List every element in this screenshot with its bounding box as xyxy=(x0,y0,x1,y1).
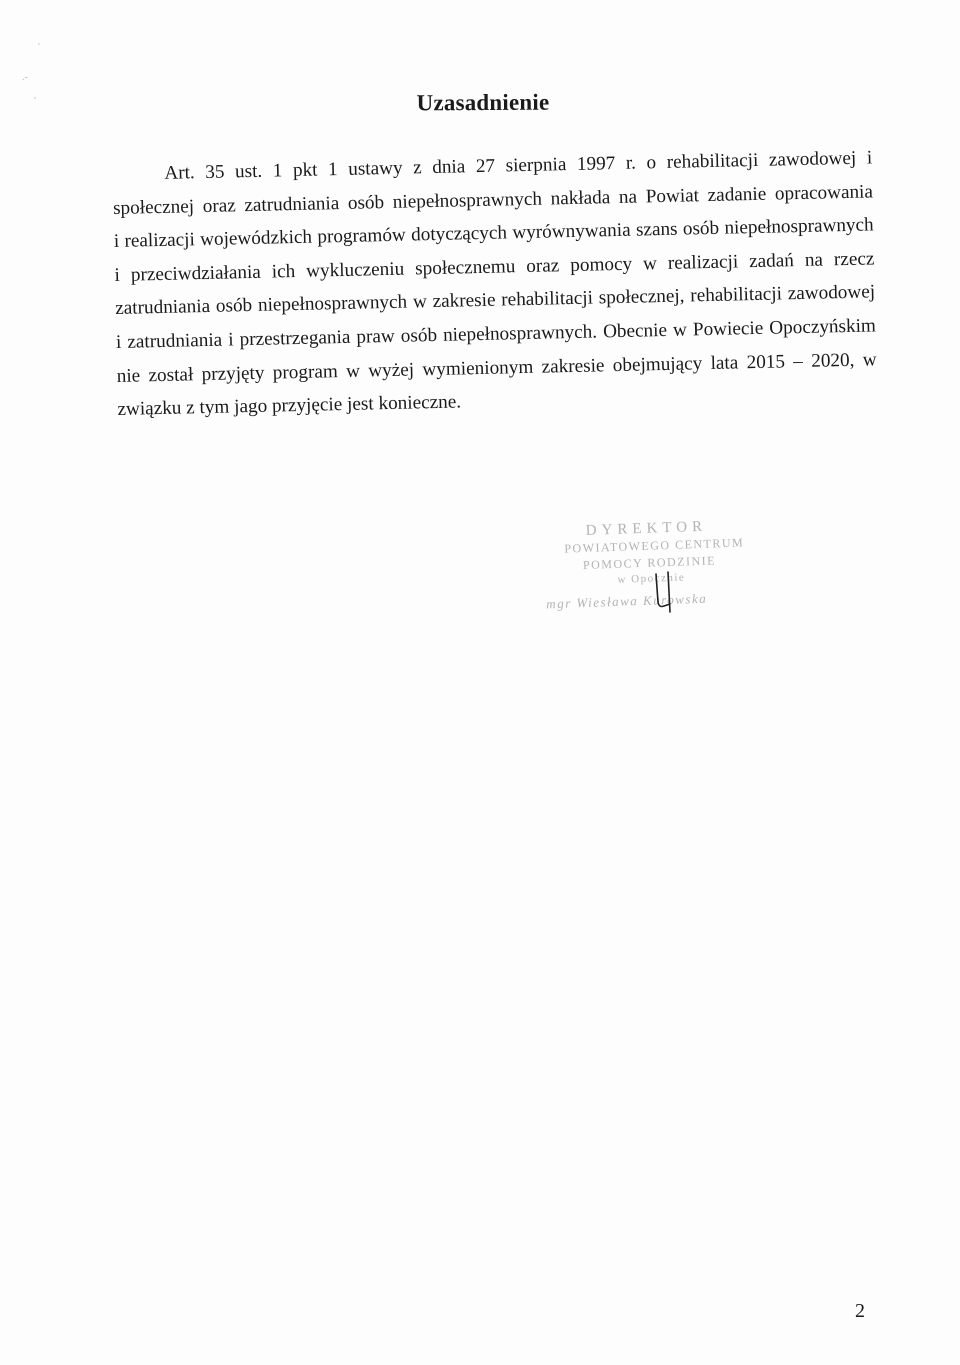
stamp-line-name: mgr Wiesława Kurowska xyxy=(546,590,708,612)
page-number: 2 xyxy=(855,1300,865,1322)
paragraph-line-5: zatrudniania osób niepełnosprawnych w zakresie rehabilitacji społecznej, rehabilitacji zawodowej xyxy=(115,281,876,320)
paragraph-line-4: i przeciwdziałania ich wykluczeniu społecznemu oraz pomocy w realizacji zadań na rzecz xyxy=(114,248,875,286)
document-title: Uzasadnienie xyxy=(416,89,550,116)
paragraph-line-3: i realizacji wojewódzkich programów dotyczących wyrównywania szans osób niepełnosprawnych xyxy=(113,214,874,253)
signature-mark-icon xyxy=(644,568,684,618)
paragraph-line-1: Art. 35 ust. 1 pkt 1 ustawy z dnia 27 sierpnia 1997 r. o rehabilitacji zawodowej i xyxy=(164,147,873,184)
stamp-line-institution: POWIATOWEGO CENTRUM xyxy=(564,535,745,556)
paragraph-line-6: i zatrudniania i przestrzegania praw osób niepełnosprawnych. Obecnie w Powiecie Opoczyńskim xyxy=(115,315,877,353)
paragraph-line-7: nie został przyjęty program w wyżej wymienionym zakresie obejmujący lata 2015 – 2020, w xyxy=(116,348,877,387)
handwritten-signature xyxy=(644,568,684,618)
justification-paragraph xyxy=(112,141,878,426)
paragraph-line-8: związku z tym jago przyjęcie jest konieczne. xyxy=(117,391,462,421)
stamp-line-location: w Opocznie xyxy=(617,571,686,586)
paragraph-line-2: społecznej oraz zatrudniania osób niepełnosprawnych nakłada na Powiat zadanie opracowania xyxy=(112,181,874,219)
scan-speck-3: ' xyxy=(34,96,36,107)
scan-speck-2: .- xyxy=(22,72,28,83)
scan-speck-1: ' xyxy=(38,42,40,53)
stamp-line-director: DYREKTOR xyxy=(585,518,708,539)
stamp-line-family-support: POMOCY RODZINIE xyxy=(582,553,717,573)
